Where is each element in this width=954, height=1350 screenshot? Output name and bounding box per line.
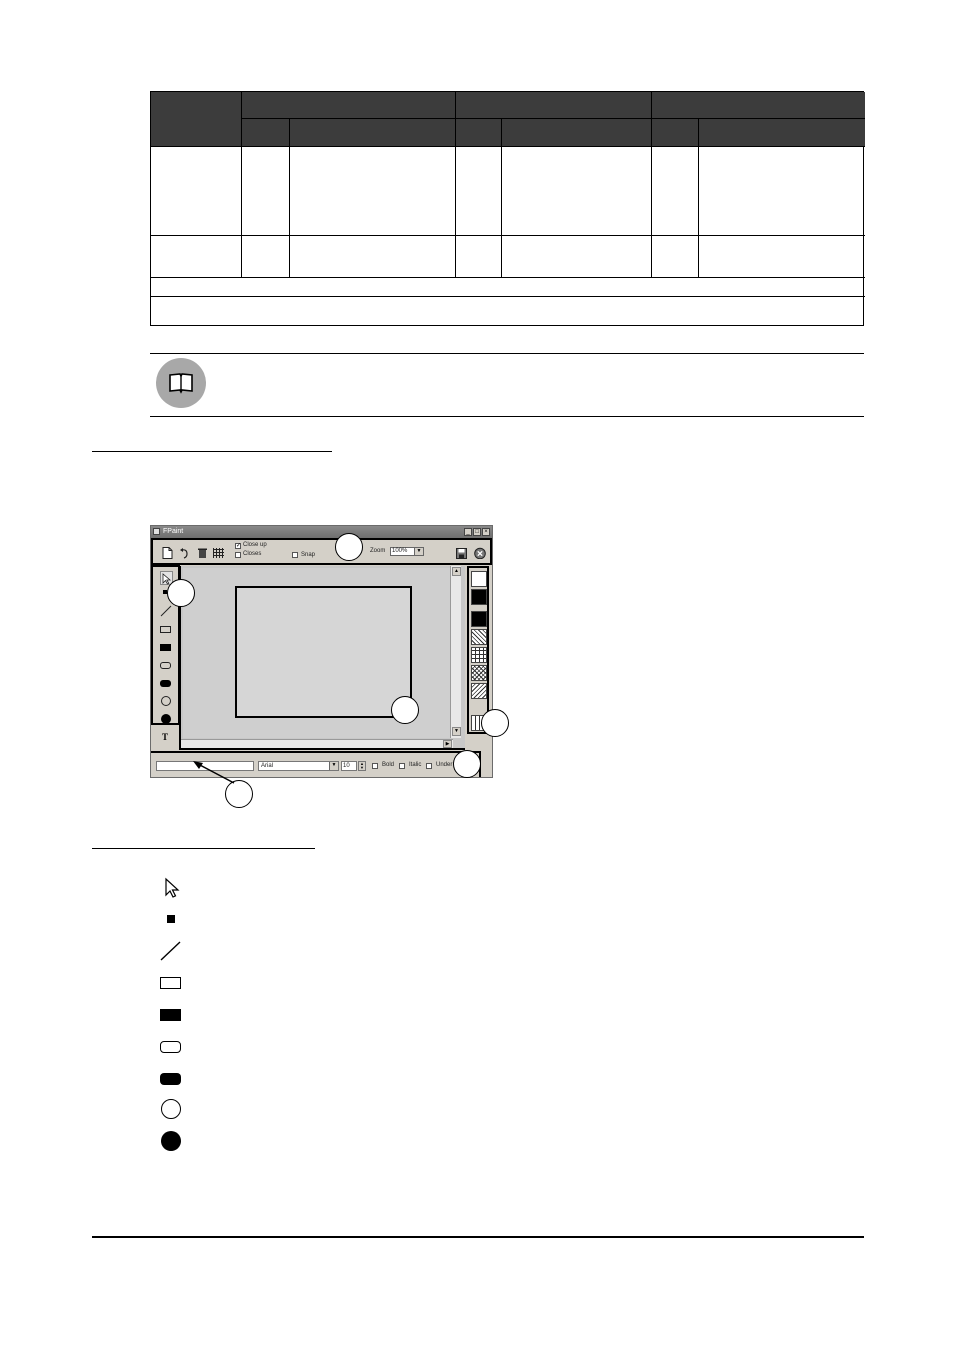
font-size-spinner[interactable]: ▲ ▼ bbox=[358, 761, 366, 771]
drawing-area[interactable] bbox=[235, 586, 412, 718]
rounded-rectangle-icon[interactable] bbox=[160, 662, 171, 669]
swatch-black-2[interactable] bbox=[471, 611, 487, 627]
close-circle-icon[interactable] bbox=[474, 546, 486, 558]
section-heading-rule-2 bbox=[92, 848, 315, 849]
book-icon bbox=[156, 358, 206, 408]
underline-checkbox[interactable] bbox=[426, 763, 432, 769]
save-icon[interactable] bbox=[456, 546, 467, 558]
line-icon[interactable] bbox=[160, 604, 172, 616]
italic-label: Italic bbox=[409, 762, 422, 768]
zoom-value: 100% bbox=[392, 548, 408, 554]
italic-checkbox[interactable] bbox=[399, 763, 405, 769]
close-up-label: Close up bbox=[243, 542, 267, 548]
underline-label: Under bbox=[436, 762, 453, 768]
swatch-cross-hatch[interactable] bbox=[471, 665, 487, 681]
note-box bbox=[150, 353, 864, 417]
callout-tool-panel bbox=[167, 579, 195, 607]
text-icon[interactable]: T bbox=[162, 732, 169, 742]
list-filled-circle-icon bbox=[158, 1128, 184, 1154]
horizontal-scrollbar[interactable] bbox=[181, 739, 453, 748]
scroll-down-icon[interactable]: ▼ bbox=[452, 727, 461, 736]
callout-text-bar bbox=[453, 750, 481, 778]
trash-icon[interactable] bbox=[197, 546, 208, 558]
title-bar bbox=[151, 526, 492, 538]
close-up-checkbox[interactable]: ✓ bbox=[236, 543, 242, 549]
swatch-grid-hatch[interactable] bbox=[471, 647, 487, 663]
font-value: Arial bbox=[261, 763, 274, 769]
spec-table bbox=[150, 91, 864, 326]
list-filled-rounded-rectangle-icon bbox=[158, 1066, 184, 1092]
table-header-group-1 bbox=[242, 92, 865, 146]
grid-icon[interactable] bbox=[213, 546, 225, 558]
window-title: FPaint bbox=[163, 528, 184, 535]
zoom-select[interactable] bbox=[390, 547, 424, 556]
callout-toolbar bbox=[335, 533, 363, 561]
minimize-button[interactable]: _ bbox=[464, 528, 472, 536]
closes-label: Closes bbox=[243, 551, 262, 557]
list-circle-icon bbox=[158, 1096, 184, 1122]
toolbar bbox=[151, 538, 492, 565]
swatch-black[interactable] bbox=[471, 589, 487, 605]
app-icon bbox=[153, 528, 160, 535]
bold-label: Bold bbox=[382, 762, 395, 768]
font-size-value: 10 bbox=[343, 763, 350, 769]
callout-arrow bbox=[190, 758, 240, 788]
list-filled-rectangle-icon bbox=[158, 1002, 184, 1028]
list-rounded-rectangle-icon bbox=[158, 1034, 184, 1060]
bold-checkbox[interactable] bbox=[372, 763, 378, 769]
filled-circle-icon[interactable] bbox=[161, 714, 171, 724]
close-button[interactable]: × bbox=[482, 528, 490, 536]
chevron-down-icon[interactable]: ▼ bbox=[414, 548, 423, 555]
swatch-back-diagonal-hatch[interactable] bbox=[471, 683, 487, 699]
callout-palette bbox=[481, 709, 509, 737]
font-select[interactable] bbox=[258, 761, 339, 771]
swatch-white[interactable] bbox=[471, 571, 487, 587]
section-heading-rule-1 bbox=[92, 451, 332, 452]
undo-icon[interactable] bbox=[179, 546, 190, 558]
fpaint-window bbox=[150, 525, 493, 778]
swatch-diagonal-hatch[interactable] bbox=[471, 629, 487, 645]
chevron-down-icon[interactable]: ▼ bbox=[329, 762, 338, 770]
filled-rounded-rectangle-icon[interactable] bbox=[160, 680, 171, 687]
snap-label: Snap bbox=[301, 552, 316, 558]
list-rectangle-icon bbox=[158, 970, 184, 996]
scroll-up-icon[interactable]: ▲ bbox=[452, 567, 461, 576]
maximize-button[interactable]: □ bbox=[473, 528, 481, 536]
zoom-label: Zoom bbox=[370, 548, 386, 554]
fill-palette bbox=[467, 566, 489, 734]
scroll-right-icon[interactable]: ▶ bbox=[443, 740, 452, 748]
new-document-icon[interactable] bbox=[162, 546, 173, 558]
list-point-icon bbox=[158, 906, 184, 932]
circle-icon[interactable] bbox=[161, 696, 171, 706]
font-size-input[interactable] bbox=[341, 761, 357, 771]
closes-checkbox[interactable] bbox=[235, 552, 241, 558]
canvas-frame bbox=[179, 566, 465, 750]
footer-rule bbox=[92, 1236, 864, 1238]
rectangle-icon[interactable] bbox=[160, 626, 171, 633]
table-header-corner bbox=[151, 92, 242, 146]
callout-drawing-area bbox=[391, 696, 419, 724]
list-line-icon bbox=[158, 938, 184, 964]
list-select-arrow-icon bbox=[158, 876, 184, 902]
text-tool-area bbox=[151, 725, 180, 751]
snap-checkbox[interactable] bbox=[292, 552, 298, 558]
vertical-scrollbar[interactable] bbox=[450, 566, 461, 738]
filled-rectangle-icon[interactable] bbox=[160, 644, 171, 651]
